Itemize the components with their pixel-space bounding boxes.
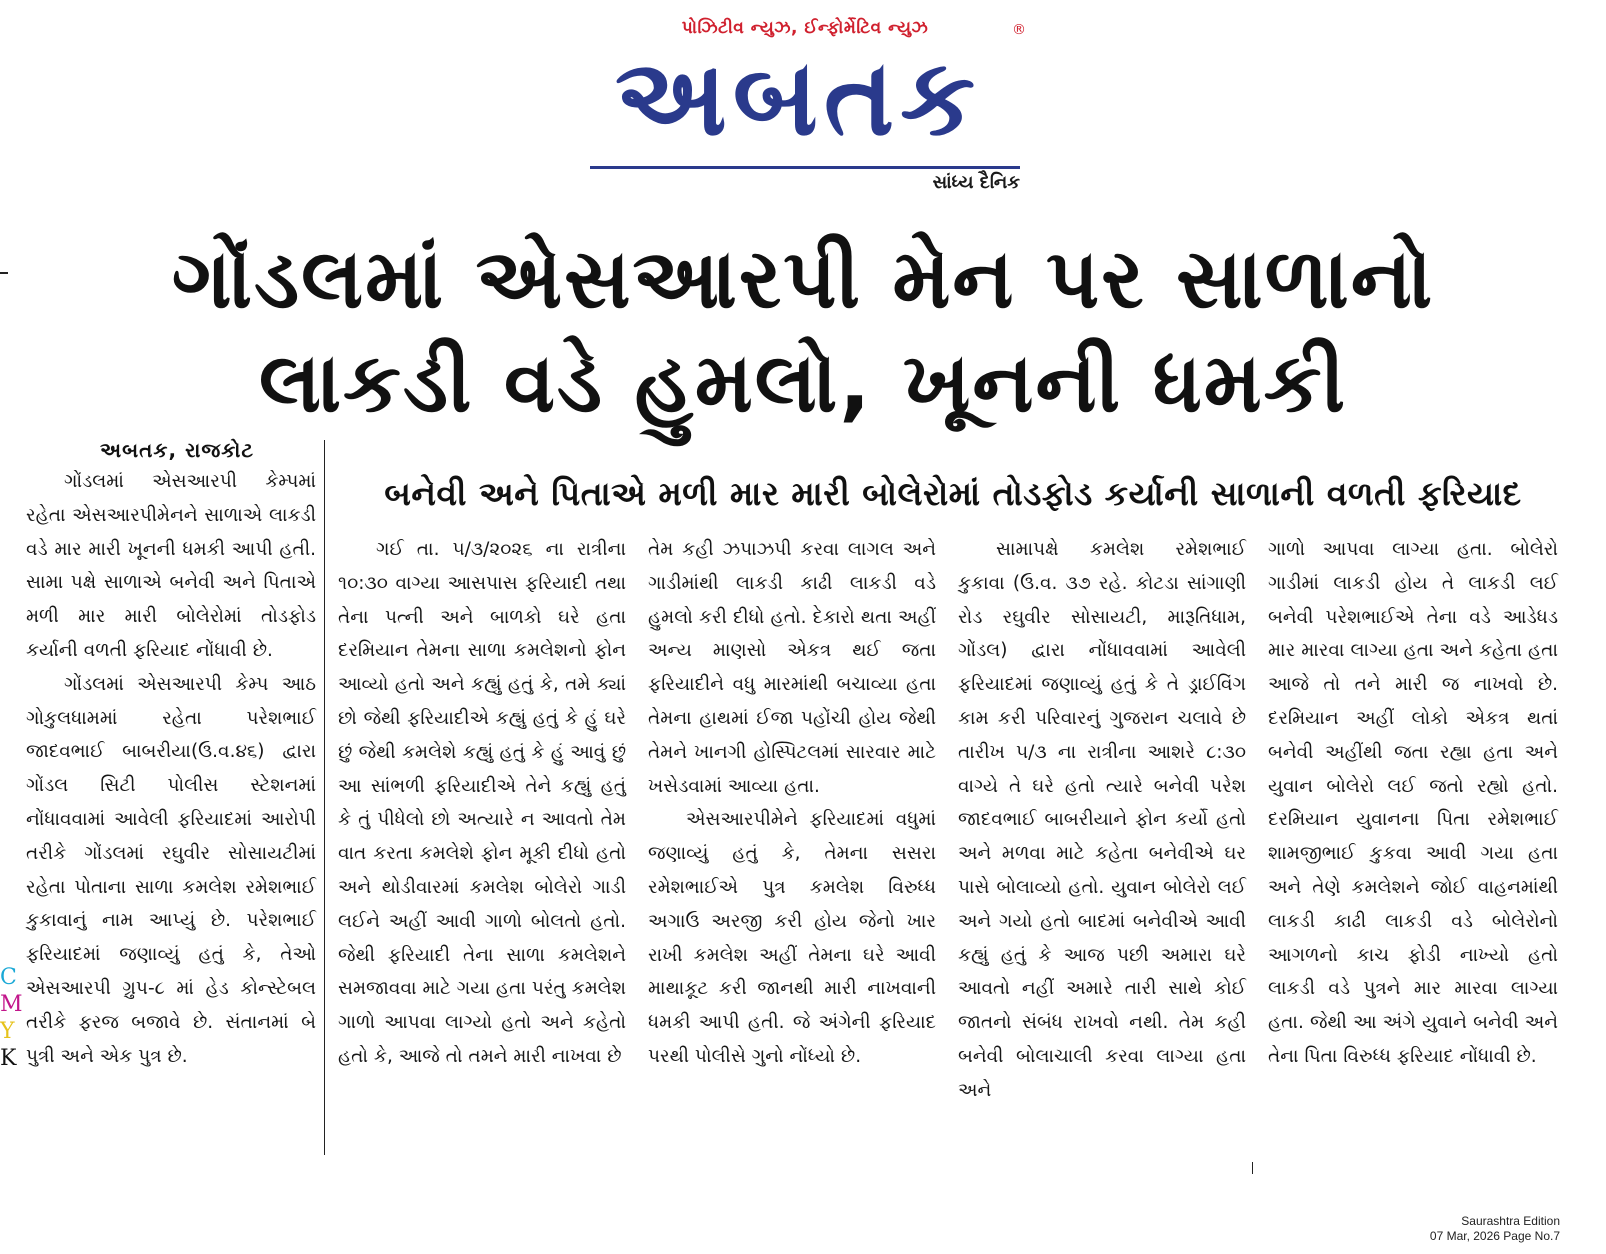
column-3-paragraph-2: એસઆરપીમેને ફરિયાદમાં વધુમાં જણાવ્યું હતું કે, તેમના સસરા રમેશભાઈએ પુત્ર કમલેશ વિરુધ્ધ અગાઉ અરજી કરી હોય જેનો ખાર રાખી કમલેશ અહીં તેમના ઘરે આવી માથાકૂટ કરી જાનથી મારી નાખવાની ધમકી આપી હતી. જે અંગેની ફરિયાદ પરથી પોલીસે ગુનો નોંધ્યો છે. bbox=[648, 809, 936, 1067]
headline-line-2: લાકડી વડે હુમલો, ખૂનની ધમકી bbox=[258, 336, 1348, 431]
registered-mark: ® bbox=[1012, 22, 1026, 38]
column-2-paragraph-1: ગઈ તા. ૫/૩/૨૦૨૬ ના રાત્રીના ૧૦:૩૦ વાગ્યા આસપાસ ફરિયાદી તથા તેના પત્ની અને બાળકો ઘરે હતા દરમિયાન તેમના સાળા કમલેશનો ફોન આવ્યો હતો અને કહ્યું હતું કે, તમે ક્યાં છો જેથી ફરિયાદીએ કહ્યું હતું કે હું ઘરે છું જેથી કમલેશે કહ્યું હતું કે હું આવું છું આ સાંભળી ફરિયાદીએ તેને કહ્યું હતું કે તું પીધેલો છો અત્યારે ન આવતો તેમ વાત કરતા કમલેશે ફોન મૂકી દીધો હતો અને થોડીવારમાં કમલેશ બોલેરો ગાડી લઈને અહીં આવી ગાળો બોલતો હતો. જેથી ફરિયાદી તેના સાળા કમલેશને સમજાવવા માટે ગયા હતા પરંતુ કમલેશ ગાળો આપવા લાગ્યો હતો અને કહેતો હતો કે, આજે તો તમને મારી નાખવા છે bbox=[338, 539, 626, 1067]
article-dateline: અબતક, રાજકોટ bbox=[100, 438, 255, 462]
cmyk-letter-y: Y bbox=[0, 1019, 15, 1044]
masthead-subtitle: સાંધ્ય દૈનિક bbox=[932, 172, 1020, 193]
page-footer bbox=[1430, 1214, 1560, 1244]
cmyk-letter-c: C bbox=[0, 965, 17, 990]
column-4-paragraph-1: સામાપક્ષે કમલેશ રમેશભાઈ કુકાવા (ઉ.વ. ૩૭ રહે. કોટડા સાંગાણી રોડ રઘુવીર સોસાયટી, મારૂતિધામ, ગોંડલ) દ્વારા નોંધાવવામાં આવેલી ફરિયાદમાં જણાવ્યું હતું કે તે ડ્રાઈવિંગ કામ કરી પરિવારનું ગુજરાન ચલાવે છે તારીખ ૫/૩ ના રાત્રીના આશરે ૮:૩૦ વાગ્યે તે ઘરે હતો ત્યારે બનેવી પરેશ જાદવભાઈ બાબરીયાને ફોન કર્યો હતો અને મળવા માટે કહેતા બનેવીએ ઘર પાસે બોલાવ્યો હતો. યુવાન બોલેરો લઈ અને ગયો હતો બાદમાં બનેવીએ આવી કહ્યું હતું કે આજ પછી અમારા ઘરે આવતો નહીં અમારે તારી સાથે કોઈ જાતનો સંબંધ રાખવો નથી. તેમ કહી બનેવી બોલાચાલી કરવા લાગ્યા હતા અને bbox=[958, 539, 1246, 1101]
cmyk-letter-m: M bbox=[0, 992, 23, 1017]
logo-underline bbox=[590, 166, 1020, 169]
article-column-1 bbox=[26, 465, 316, 1073]
masthead bbox=[0, 0, 1606, 215]
article-column-4 bbox=[958, 533, 1246, 1108]
cmyk-letter-k: K bbox=[0, 1046, 17, 1071]
footer-date-page: 07 Mar, 2026 Page No.7 bbox=[1429, 1229, 1560, 1243]
bottom-tick-mark bbox=[1252, 1162, 1253, 1174]
article-column-5 bbox=[1268, 533, 1558, 1074]
article-column-3 bbox=[648, 533, 936, 1074]
column-1-paragraph-1: ગોંડલમાં એસઆરપી કેમ્પમાં રહેતા એસઆરપીમેનને સાળાએ લાકડી વડે માર મારી ખૂનની ધમકી આપી હતી. સામા પક્ષે સાળાએ બનેવી અને પિતાએ મળી માર મારી બોલેરોમાં તોડફોડ કર્યાની વળતી ફરિયાદ નોંધાવી છે. bbox=[26, 471, 316, 661]
article-headline bbox=[40, 228, 1566, 436]
newspaper-logo: અબતક bbox=[614, 36, 982, 159]
article-subheadline: બનેવી અને પિતાએ મળી માર મારી બોલેરોમાં તોડફોડ કર્યાની સાળાની વળતી ફરિયાદ bbox=[384, 474, 1522, 513]
column-divider bbox=[324, 440, 325, 1155]
headline-line-1: ગોંડલમાં એસઆરપી મેન પર સાળાનો bbox=[171, 232, 1435, 327]
column-1-paragraph-2: ગોંડલમાં એસઆરપી કેમ્પ આઠ ગોકુલધામમાં રહેતા પરેશભાઈ જાદવભાઈ બાબરીયા(ઉ.વ.૪૬) દ્વારા ગોંડલ સિટી પોલીસ સ્ટેશનમાં નોંધાવવામાં આવેલી ફરિયાદમાં આરોપી તરીકે ગોંડલમાં રઘુવીર સોસાયટીમાં રહેતા પોતાના સાળા કમલેશ રમેશભાઈ કુકાવાનું નામ આપ્યું છે. પરેશભાઈ ફરિયાદમાં જણાવ્યું હતું કે, તેઓ એસઆરપી ગ્રુપ-૮ માં હેડ કોન્સ્ટેબલ તરીકે ફરજ બજાવે છે. સંતાનમાં બે પુત્રી અને એક પુત્ર છે. bbox=[26, 673, 316, 1067]
masthead-tagline: પોઝિટીવ ન્યુઝ, ઈન્ફોર્મેટિવ ન્યુઝ bbox=[681, 18, 929, 38]
left-tick-mark bbox=[0, 272, 8, 274]
column-5-paragraph-1: ગાળો આપવા લાગ્યા હતા. બોલેરો ગાડીમાં લાકડી હોય તે લાકડી લઈ બનેવી પરેશભાઈએ તેના વડે આડેધડ માર મારવા લાગ્યા હતા અને કહેતા હતા આજે તો તને મારી જ નાખવો છે. દરમિયાન અહીં લોકો એકત્ર થતાં બનેવી અહીંથી જતા રહ્યા હતા અને યુવાન બોલેરો લઈ જતો રહ્યો હતો. દરમિયાન યુવાનના પિતા રમેશભાઈ શામજીભાઈ કુકવા આવી ગયા હતા અને તેણે કમલેશને જોઈ વાહનમાંથી લાકડી કાઢી લાકડી વડે બોલેરોનો આગળનો કાચ ફોડી નાખ્યો હતો લાકડી વડે પુત્રને માર મારવા લાગ્યા હતા. જેથી આ અંગે યુવાને બનેવી અને તેના પિતા વિરુધ્ધ ફરિયાદ નોંધાવી છે. bbox=[1268, 539, 1558, 1067]
cmyk-registration-marks bbox=[0, 964, 23, 1072]
footer-edition: Saurashtra Edition bbox=[1461, 1214, 1560, 1228]
column-3-paragraph-1: તેમ કહી ઝપાઝપી કરવા લાગલ અને ગાડીમાંથી લાકડી કાઢી લાકડી વડે હુમલો કરી દીધો હતો. દેકારો થતા અહીં અન્ય માણસો એકત્ર થઈ જતા ફરિયાદીને વધુ મારમાંથી બચાવ્યા હતા તેમના હાથમાં ઈજા પહોંચી હોય જેથી તેમને ખાનગી હોસ્પિટલમાં સારવાર માટે ખસેડવામાં આવ્યા હતા. bbox=[648, 539, 936, 797]
article-column-2 bbox=[338, 533, 626, 1074]
